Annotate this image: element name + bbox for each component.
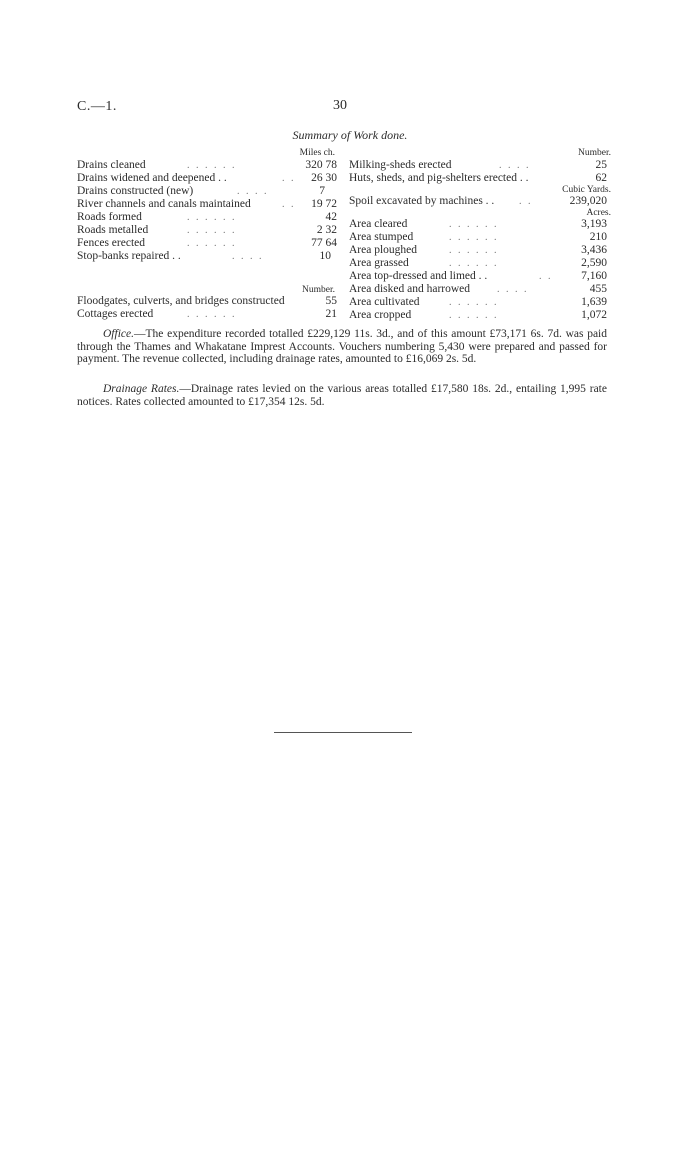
row-leader: . . . . . . xyxy=(187,238,237,249)
table-row xyxy=(77,185,345,198)
row-label: Area top-dressed and limed . . xyxy=(349,270,488,282)
row-value: 210 xyxy=(589,231,607,243)
row-value: 42 xyxy=(325,211,337,223)
row-leader: . . xyxy=(282,173,296,184)
row-leader: . . . . . . xyxy=(187,309,237,320)
row-label: Huts, sheds, and pig-shelters erected . . xyxy=(349,172,529,184)
table-row xyxy=(77,295,345,308)
row-label: Area stumped xyxy=(349,231,414,243)
row-leader: . . xyxy=(519,196,533,207)
row-leader: . . . . xyxy=(497,284,529,295)
table-row xyxy=(349,283,611,296)
unit-miles-chains: Miles ch. xyxy=(299,148,335,158)
table-row xyxy=(349,218,611,231)
row-label: Drains constructed (new) xyxy=(77,185,194,197)
row-label: Spoil excavated by machines . . xyxy=(349,195,495,207)
table-row xyxy=(77,308,345,321)
row-leader: . . . . xyxy=(237,186,269,197)
unit-cubic-yards: Cubic Yards. xyxy=(562,185,611,195)
row-leader: . . xyxy=(282,199,296,210)
row-label: Roads formed xyxy=(77,211,142,223)
row-label: Drains widened and deepened . . xyxy=(77,172,227,184)
table-row xyxy=(349,195,611,208)
table-row xyxy=(349,231,611,244)
row-label: Stop-banks repaired . . xyxy=(77,250,181,262)
table-row xyxy=(77,224,345,237)
row-label: Area ploughed xyxy=(349,244,418,256)
table-row xyxy=(77,237,345,250)
document-reference: C.—1. xyxy=(77,99,117,114)
row-leader: . . . . xyxy=(232,251,264,262)
row-leader: . . . . . . xyxy=(187,212,237,223)
table-row xyxy=(349,309,611,322)
table-row xyxy=(77,198,345,211)
unit-number-left: Number. xyxy=(302,285,335,295)
row-value: 77 64 xyxy=(311,237,337,249)
row-label: Cottages erected xyxy=(77,308,154,320)
row-label: Floodgates, culverts, and bridges constructed xyxy=(77,295,285,307)
row-leader: . . . . . . xyxy=(449,310,499,321)
row-value: 3,193 xyxy=(581,218,607,230)
table-row xyxy=(349,244,611,257)
row-value: 21 xyxy=(325,308,337,320)
row-label: Area disked and harrowed xyxy=(349,283,471,295)
row-leader: . . . . . . xyxy=(187,225,237,236)
row-label: Drains cleaned xyxy=(77,159,146,171)
table-row xyxy=(349,159,611,172)
row-value: 1,072 xyxy=(581,309,607,321)
page-number: 30 xyxy=(333,98,347,113)
row-value: 2,590 xyxy=(581,257,607,269)
row-value: 455 xyxy=(589,283,607,295)
row-label: River channels and canals maintained xyxy=(77,198,251,210)
row-label: Milking-sheds erected xyxy=(349,159,452,171)
office-text: —The expenditure recorded totalled £229,129 11s. 3d., and of this amount £73,171 6s. 7d. was paid through the Thames and Whakatane Imprest Accounts. Vouchers numbering 5,430 were prepared and passed for payment. The revenue collected, including drainage rates, amounted to £16,069 2s. 5d. xyxy=(77,328,607,365)
row-leader: . . . . . . xyxy=(449,258,499,269)
row-leader: . . . . xyxy=(499,160,531,171)
row-value: 1,639 xyxy=(581,296,607,308)
row-label: Roads metalled xyxy=(77,224,149,236)
table-row xyxy=(77,250,345,263)
row-leader: . . . . . . xyxy=(187,160,237,171)
row-value: 26 30 xyxy=(311,172,337,184)
row-value: 320 78 xyxy=(305,159,337,171)
table-row xyxy=(349,257,611,270)
table-row xyxy=(349,270,611,283)
drainage-rates-heading: Drainage Rates. xyxy=(103,383,180,395)
row-value: 19 72 xyxy=(311,198,337,210)
row-value: 239,020 xyxy=(569,195,607,207)
row-label: Area cleared xyxy=(349,218,408,230)
divider-rule-long xyxy=(312,732,412,733)
table-row xyxy=(77,159,345,172)
row-label: Fences erected xyxy=(77,237,146,249)
row-label: Area cultivated xyxy=(349,296,420,308)
row-leader: . . . . . . xyxy=(449,245,499,256)
table-row xyxy=(349,172,611,185)
row-value: 55 xyxy=(325,295,337,307)
summary-title: Summary of Work done. xyxy=(292,128,408,142)
summary-table xyxy=(77,140,611,325)
row-value: 3,436 xyxy=(581,244,607,256)
unit-acres: Acres. xyxy=(586,208,611,218)
table-row xyxy=(77,211,345,224)
row-value: 25 xyxy=(595,159,607,171)
unit-number-right: Number. xyxy=(578,148,611,158)
drainage-rates-text: —Drainage rates levied on the various areas totalled £17,580 18s. 2d., entailing 1,995 rate notices. Rates collected amounted to £17,354 12s. 5d. xyxy=(77,383,607,408)
row-label: Area cropped xyxy=(349,309,412,321)
row-label: Area grassed xyxy=(349,257,409,269)
drainage-rates-paragraph xyxy=(77,383,607,408)
divider-rule-short xyxy=(274,732,312,733)
row-value: 10 xyxy=(319,250,331,262)
table-row xyxy=(349,296,611,309)
row-value: 7,160 xyxy=(581,270,607,282)
row-leader: . . . . . . xyxy=(449,297,499,308)
row-leader: . . xyxy=(539,271,553,282)
row-value: 7 xyxy=(319,185,325,197)
table-row xyxy=(77,172,345,185)
row-value: 62 xyxy=(595,172,607,184)
office-heading: Office. xyxy=(103,328,134,340)
row-leader: . . . . . . xyxy=(449,219,499,230)
office-paragraph xyxy=(77,328,607,366)
row-value: 2 32 xyxy=(316,224,337,236)
row-leader: . . . . . . xyxy=(449,232,499,243)
